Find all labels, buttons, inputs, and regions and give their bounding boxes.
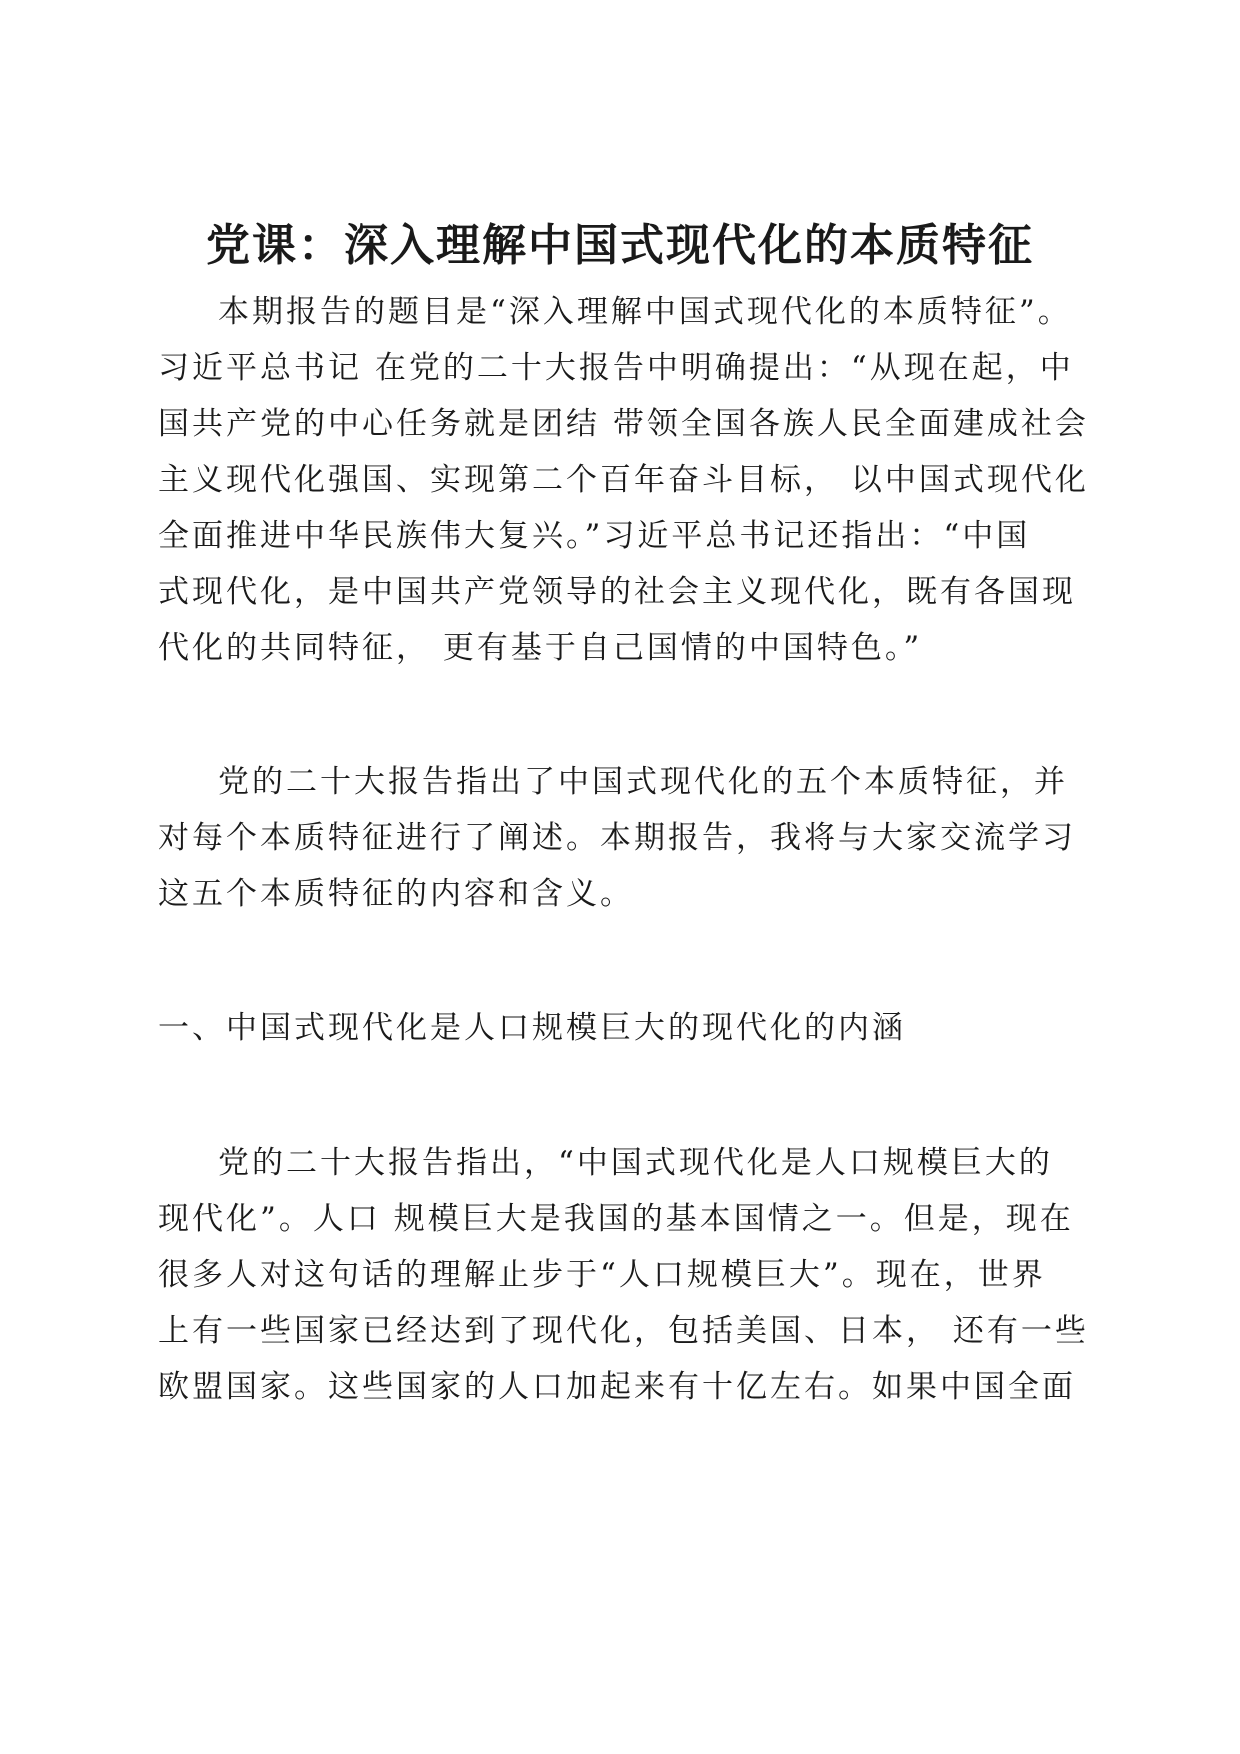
paragraph-line: 党的二十大报告指出了中国式现代化的五个本质特征，并 [218,764,1068,800]
paragraph-line: 欧盟国家。这些国家的人口加起来有十亿左右。如果中国全面 [158,1369,1076,1405]
paragraph-line: 对每个本质特征进行了阐述。本期报告，我将与大家交流学习 [158,820,1076,856]
paragraph-line: 习近平总书记 在党的二十大报告中明确提出：“从现在起，中 [158,350,1074,386]
paragraph-line: 本期报告的题目是“深入理解中国式现代化的本质特征”。 [218,294,1072,330]
paragraph-line: 现代化”。人口 规模巨大是我国的基本国情之一。但是，现在 [158,1201,1074,1237]
paragraph-line: 党的二十大报告指出，“中国式现代化是人口规模巨大的 [218,1145,1053,1181]
paragraph-line: 代化的共同特征， 更有基于自己国情的中国特色。” [158,630,923,666]
paragraph-line: 式现代化，是中国共产党领导的社会主义现代化，既有各国现 [158,574,1076,610]
paragraph-line: 国共产党的中心任务就是团结 带领全国各族人民全面建成社会 [158,406,1089,442]
paragraph-line: 主义现代化强国、实现第二个百年奋斗目标， 以中国式现代化 [158,462,1089,498]
section-heading: 一、中国式现代化是人口规模巨大的现代化的内涵 [158,1010,906,1046]
paragraph-line: 很多人对这句话的理解止步于“人口规模巨大”。现在，世界 [158,1257,1046,1293]
document-title: 党课：深入理解中国式现代化的本质特征 [206,220,1034,271]
paragraph-line: 这五个本质特征的内容和含义。 [158,876,634,912]
paragraph-line: 上有一些国家已经达到了现代化，包括美国、日本， 还有一些 [158,1313,1089,1349]
paragraph-line: 全面推进中华民族伟大复兴。”习近平总书记还指出：“中国 [158,518,1031,554]
